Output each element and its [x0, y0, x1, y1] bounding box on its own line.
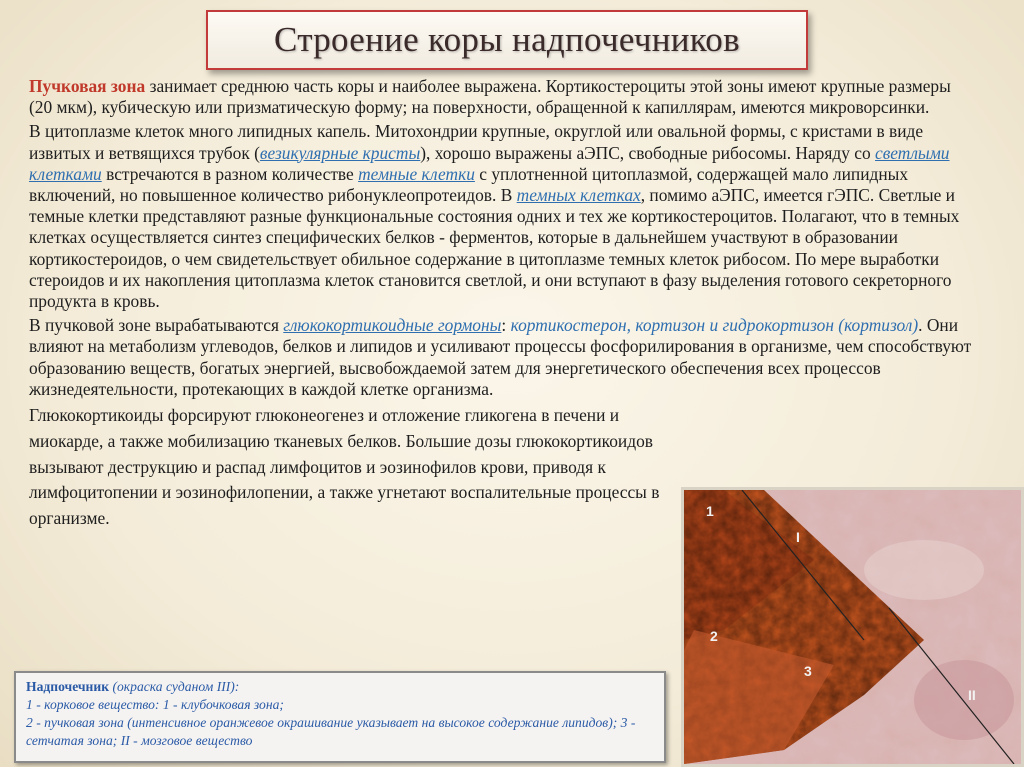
caption-stain: (окраска суданом III):	[109, 679, 240, 694]
term-light-cells[interactable]: светлыми клетками	[29, 142, 950, 184]
micrograph-label-I: I	[796, 529, 800, 545]
slide-title: Строение коры надпочечников	[274, 20, 740, 59]
paragraph-3: В пучковой зоне вырабатываются глюкокортикоидные гормоны: кортикостерон, кортизон и гидрокортизон (кортизол). Они влияют на метаболизм углеводов, белков и липидов и усиливают процессы фосфорилирования в организме, чем способствуют образованию веществ, богатых энергией, высвобождаемой затем для энергетического обеспечения всех процессов жизнедеятельности, протекающих в каждой клетке организма.	[29, 315, 972, 399]
caption-line-2: 2 - пучковая зона (интенсивное оранжевое окрашивание указывает на высокое содержание липидов); 3 - сетчатая зона; II - мозговое вещество	[26, 715, 636, 748]
term-vesicular-cristae[interactable]: везикулярные кристы	[259, 142, 421, 163]
figure-caption	[14, 671, 666, 763]
title-box	[206, 10, 808, 70]
slide-body	[29, 76, 975, 535]
term-fascicular-zone: Пучковая зона	[29, 76, 146, 96]
paragraph-1: Пучковая зона занимает среднюю часть коры и наиболее выражена. Кортикостероциты этой зоны имеют крупные размеры (20 мкм), кубическую или призматическую форму; на поверхности, обращенной к капиллярам, имеются микроворсинки.	[29, 76, 951, 118]
term-dark-cells[interactable]: темные клетки	[358, 163, 475, 184]
term-dark-cells-2[interactable]: темных клетках	[516, 185, 641, 206]
micrograph-label-1: 1	[706, 503, 714, 519]
micrograph-label-3: 3	[804, 663, 812, 679]
caption-title: Надпочечник	[26, 679, 110, 694]
paragraph-2: В цитоплазме клеток много липидных капель. Митохондрии крупные, округлой или овальной формы, с кристами в виде извитых и ветвящихся трубок (везикулярные кристы), хорошо выражены аЭПС, свободные рибосомы. Наряду со светлыми клетками встречаются в разном количестве темные клетки с уплотненной цитоплазмой, содержащей мало липидных включений, но повышенное количество рибонуклеопротеидов. В темных клетках, помимо аЭПС, имеется гЭПС. Светлые и темные клетки представляют разные функциональные состояния одних и тех же кортикостероцитов. Полагают, что в темных клетках осуществляется синтез специфических белков - ферментов, которые в дальнейшем участвуют в образовании кортикостероидов, о чем свидетельствует обильное содержание в цитоплазме темных клеток рибосом. По мере выработки стероидов и их накопления цитоплазма клеток становится светлой, и они вступают в фазу выделения готового секреторного продукта в кровь.	[29, 121, 960, 312]
caption-header	[26, 678, 654, 696]
micrograph-label-II: II	[968, 687, 976, 703]
micrograph-image	[681, 487, 1024, 767]
micrograph-label-2: 2	[710, 628, 718, 644]
term-glucocorticoid-hormones[interactable]: глюкокортикоидные гормоны	[283, 315, 502, 336]
caption-line-1: 1 - корковое вещество: 1 - клубочковая зона;	[26, 697, 284, 712]
term-hormone-list: кортикостерон, кортизон и гидрокортизон (кортизол)	[510, 315, 919, 336]
paragraph-4: Глюкокортикоиды форсируют глюконеогенез и отложение гликогена в печени и миокарде, а также мобилизацию тканевых белков. Большие дозы глюкокортикоидов вызывают деструкцию и распад лимфоцитов и эозинофилов крови, приводя к лимфоцитопении и эозинофилопении, а также угнетают воспалительные процессы в организме.	[29, 405, 660, 529]
